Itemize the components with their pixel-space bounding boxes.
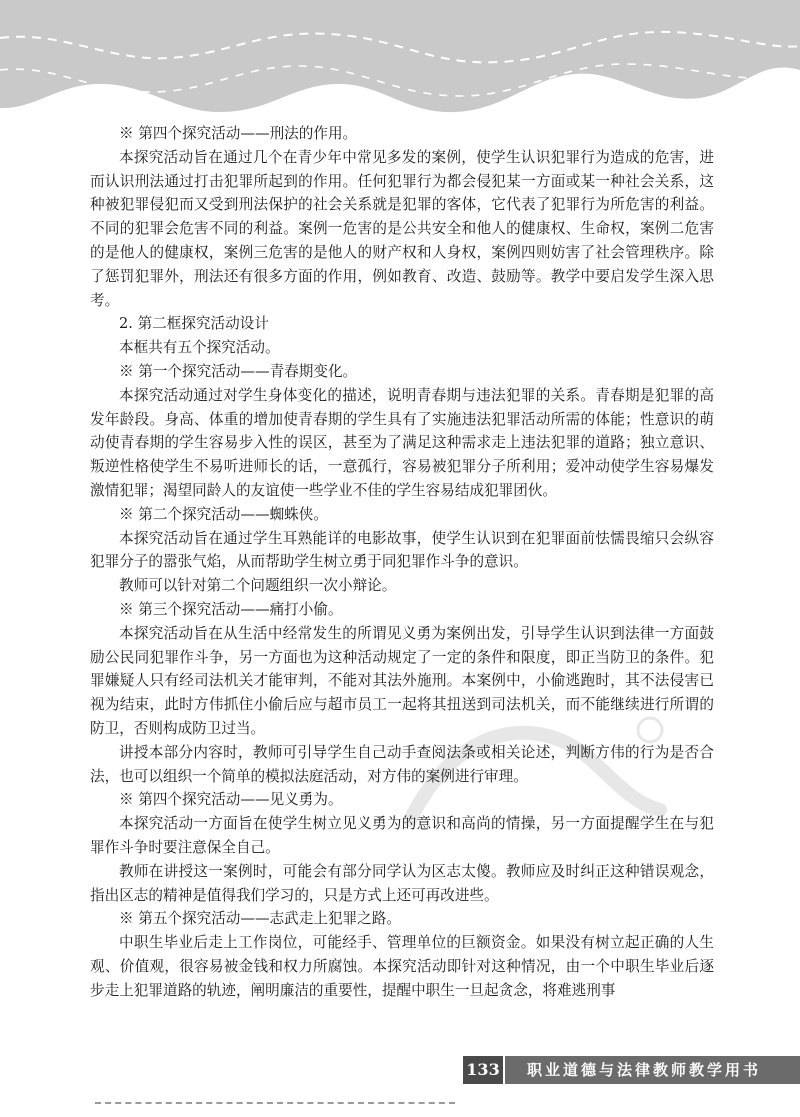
paragraph: 本探究活动旨在从生活中经常发生的所谓见义勇为案例出发，引导学生认识到法律一方面鼓励公民同犯罪作斗争，另一方面也为这种活动规定了一定的条件和限度，即正当防卫的条件。犯罪嫌疑人只有经司法机关才能审判，不能对其法外施刑。本案例中，小偷逃跑时，其不法侵害已视为结束，此时方伟抓住小偷后应与超市员工一起将其扭送到司法机关，而不能继续进行所谓的防卫，否则构成防卫过当。 (90, 624, 714, 737)
page-footer (0, 1044, 800, 1117)
section-heading: 2. 第二框探究活动设计 (119, 315, 269, 333)
footer-dashed-rule (95, 1102, 455, 1104)
paragraph: 教师可以针对第二个问题组织一次小辩论。 (119, 577, 397, 595)
paragraph: 本框共有五个探究活动。 (119, 339, 280, 357)
activity-heading: ※ 第五个探究活动——志武走上犯罪之路。 (119, 910, 401, 928)
paragraph: 中职生毕业后走上工作岗位，可能经手、管理单位的巨额资金。如果没有树立起正确的人生观、价值观，很容易被金钱和权力所腐蚀。本探究活动即针对这种情况，由一个中职生毕业后逐步走上犯罪道路的轨迹，阐明廉洁的重要性，提醒中职生一旦起贪念，将难逃刑事 (90, 934, 714, 999)
publisher-watermark-logo (390, 700, 680, 860)
paragraph: 本探究活动通过对学生身体变化的描述，说明青春期与违法犯罪的关系。青春期是犯罪的高发年龄段。身高、体重的增加使青春期的学生具有了实施违法犯罪活动所需的体能；性意识的萌动使青春期的学生容易步入性的误区，甚至为了满足这种需求走上违法犯罪的道路；独立意识、叛逆性格使学生不易听进师长的话，一意孤行，容易被犯罪分子所利用；爱冲动使学生容易爆发激情犯罪；渴望同龄人的友谊使一些学业不佳的学生容易结成犯罪团伙。 (90, 386, 714, 499)
page-number: 133 (463, 1056, 503, 1084)
header-wave-band (0, 0, 800, 120)
activity-heading: ※ 第一个探究活动——青春期变化。 (119, 362, 358, 380)
book-title: 职业道德与法律教师教学用书 (505, 1056, 800, 1084)
paragraph: 本探究活动旨在通过学生耳熟能详的电影故事，使学生认识到在犯罪面前怯懦畏缩只会纵容犯罪分子的嚣张气焰，从而帮助学生树立勇于同犯罪作斗争的意识。 (90, 529, 714, 571)
paragraph: 讲授本部分内容时，教师可引导学生自己动手查阅法条或相关论述，判断方伟的行为是否合法，也可以组织一个简单的模拟法庭活动，对方伟的案例进行审理。 (90, 743, 714, 785)
activity-heading: ※ 第四个探究活动——见义勇为。 (119, 791, 343, 809)
activity-heading: ※ 第二个探究活动——蜘蛛侠。 (119, 505, 328, 523)
activity-heading: ※ 第四个探究活动——刑法的作用。 (119, 125, 358, 142)
activity-heading: ※ 第三个探究活动——痛打小偷。 (119, 600, 343, 618)
paragraph: 本探究活动一方面旨在使学生树立见义勇为的意识和高尚的情操，另一方面提醒学生在与犯罪作斗争时要注意保全自己。 (90, 815, 714, 856)
paragraph: 本探究活动旨在通过几个在青少年中常见多发的案例，使学生认识犯罪行为造成的危害，进而认识刑法通过打击犯罪所起到的作用。任何犯罪行为都会侵犯某一方面或某一种社会关系，这种被犯罪侵犯而又受到刑法保护的社会关系就是犯罪的客体，它代表了犯罪行为所危害的利益。不同的犯罪会危害不同的利益。案例一危害的是公共安全和他人的健康权、生命权，案例二危害的是他人的健康权，案例三危害的是他人的财产权和人身权，案例四则妨害了社会管理秩序。除了惩罚犯罪外，刑法还有很多方面的作用，例如教育、改造、鼓励等。教学中要启发学生深入思考。 (90, 148, 714, 309)
wave-decoration (0, 0, 800, 120)
paragraph: 教师在讲授这一案例时，可能会有部分同学认为区志太傻。教师应及时纠正这种错误观念，指出区志的精神是值得我们学习的，只是方式上还可再改进些。 (90, 862, 714, 904)
body-text (90, 122, 714, 1002)
